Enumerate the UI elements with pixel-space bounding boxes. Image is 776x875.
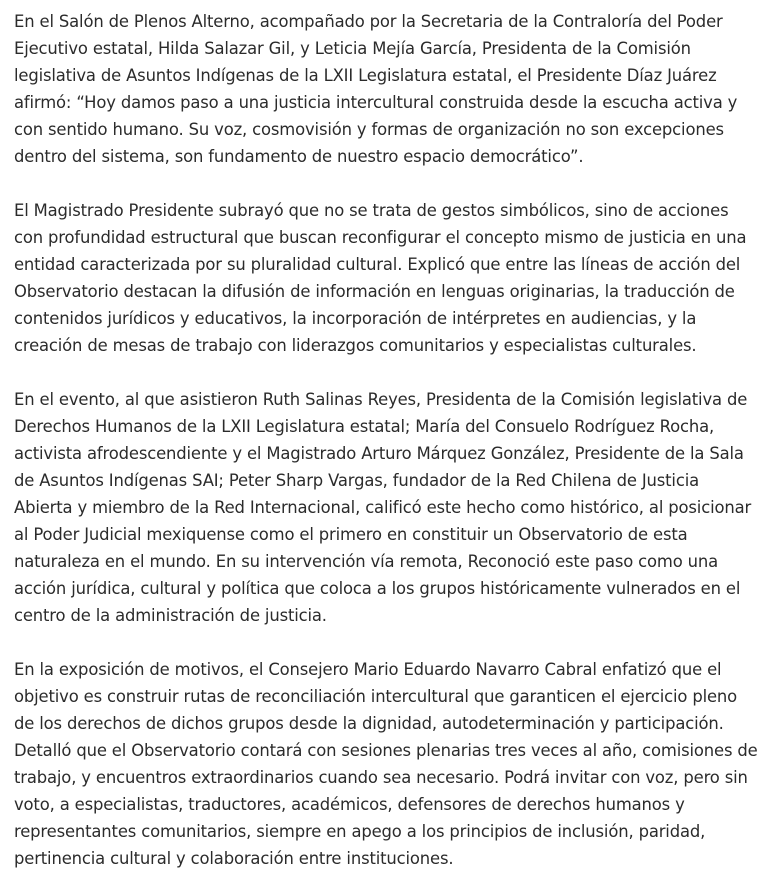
- article-paragraph-4: En la exposición de motivos, el Consejero Mario Eduardo Navarro Cabral enfatizó que el objetivo es construir rutas de reconciliación intercultural que garanticen el ejercicio pleno de los derechos de dichos grupos desde la dignidad, autodeterminación y participación. Detalló que el Observatorio contará con sesiones plenarias tres veces al año, comisiones de trabajo, y encuentros extraordinarios cuando sea necesario. Podrá invitar con voz, pero sin voto, a especialistas, traductores, académicos, defensores de derechos humanos y representantes comunitarios, siempre en apego a los principios de inclusión, paridad, pertinencia cultural y colaboración entre instituciones.: [14, 660, 758, 868]
- article-paragraph-2: El Magistrado Presidente subrayó que no se trata de gestos simbólicos, sino de acciones con profundidad estructural que buscan reconfigurar el concepto mismo de justicia en una entidad caracterizada por su pluralidad cultural. Explicó que entre las líneas de acción del Observatorio destacan la difusión de información en lenguas originarias, la traducción de contenidos jurídicos y educativos, la incorporación de intérpretes en audiencias, y la creación de mesas de trabajo con liderazgos comunitarios y especialistas culturales.: [14, 201, 747, 355]
- article-paragraph-1: En el Salón de Plenos Alterno, acompañado por la Secretaria de la Contraloría del Poder Ejecutivo estatal, Hilda Salazar Gil, y Leticia Mejía García, Presidenta de la Comisión legislativa de Asuntos Indígenas de la LXII Legislatura estatal, el Presidente Díaz Juárez afirmó: “Hoy damos paso a una justicia intercultural construida desde la escucha activa y con sentido humano. Su voz, cosmovisión y formas de organización no son excepciones dentro del sistema, son fundamento de nuestro espacio democrático”.: [14, 12, 738, 166]
- article-paragraph-3: En el evento, al que asistieron Ruth Salinas Reyes, Presidenta de la Comisión legislativa de Derechos Humanos de la LXII Legislatura estatal; María del Consuelo Rodríguez Rocha, activista afrodescendiente y el Magistrado Arturo Márquez González, Presidente de la Sala de Asuntos Indígenas SAI; Peter Sharp Vargas, fundador de la Red Chilena de Justicia Abierta y miembro de la Red Internacional, calificó este hecho como histórico, al posicionar al Poder Judicial mexiquense como el primero en constituir un Observatorio de esta naturaleza en el mundo. En su intervención vía remota, Reconoció este paso como una acción jurídica, cultural y política que coloca a los grupos históricamente vulnerados en el centro de la administración de justicia.: [14, 390, 752, 625]
